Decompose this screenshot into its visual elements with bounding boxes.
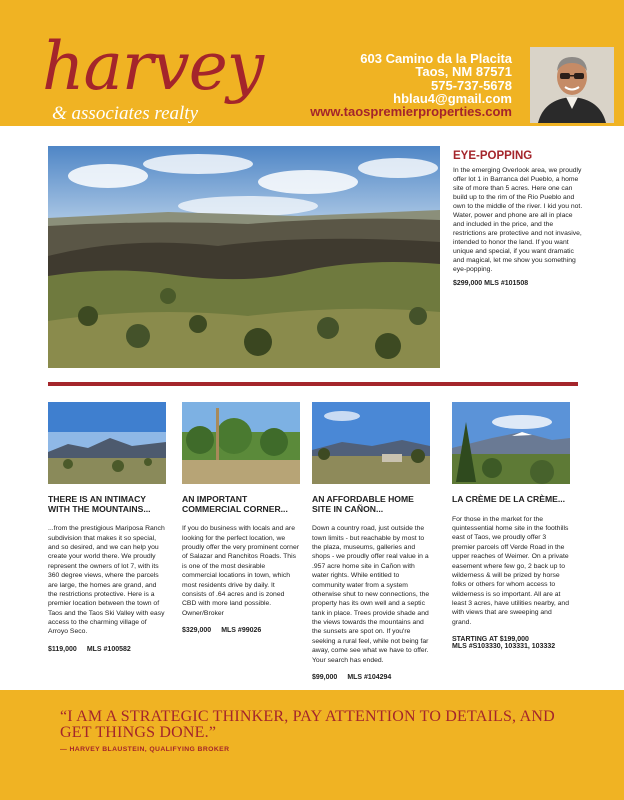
listing-mls: MLS #99026 xyxy=(221,627,262,634)
header-banner xyxy=(0,0,624,126)
listing-body: Down a country road, just outside the town limits - but reachable by most to the plaza, museums, galleries and shops - we proudly offer real value in a .957 acre home site in Cañon with water rights. While entitled to community water from a system otherwise shut to new connections, the property has its own well and a septic tank in place. Trees provide shade and the views towards the mountains and the sunsets are spot on. If you're seeking a rural feel, while not being far away, come see what we have to offer. Your search has ended. xyxy=(312,525,430,664)
contact-website[interactable]: www.taospremierproperties.com xyxy=(310,104,512,119)
listing-card xyxy=(182,402,300,634)
featured-title: EYE-POPPING xyxy=(453,150,533,162)
featured-body: In the emerging Overlook area, we proudly offer lot 1 in Barranca del Pueblo, a home site of more than 5 acres. Here one can build up to the rim of the Rio Pueblo and own to the middle of the river. I kid you not. Water, power and phone are all in place and included in the price, and the restrictions are protective and not invasive, intended to honor the land. If you want unique and special, if you want dramatic and magical, let me show you something eye-popping. xyxy=(453,167,583,274)
listing-price: $119,000 MLS #100582 xyxy=(48,645,131,653)
contact-street: 603 Camino da la Placita xyxy=(360,51,512,66)
broker-quote: “I AM A STRATEGIC THINKER, PAY ATTENTION TO DETAILS, AND GET THINGS DONE.” xyxy=(60,708,555,741)
listing-mls: MLS #104294 xyxy=(347,673,392,681)
listing-card xyxy=(48,402,166,653)
listing-price: STARTING AT $199,000 MLS #S103330, 103331, 103332 xyxy=(452,636,570,650)
listing-price: $99,000 MLS #104294 xyxy=(312,673,392,681)
quote-attribution: — HARVEY BLAUSTEIN, QUALIFYING BROKER xyxy=(60,746,230,753)
listing-card xyxy=(312,402,430,681)
listing-photo-corner xyxy=(182,402,300,484)
logo-wordmark: harvey xyxy=(42,28,264,105)
listing-price: $329,000 MLS #99026 xyxy=(182,627,262,634)
listing-title: THERE IS AN INTIMACY WITH THE MOUNTAINS... xyxy=(48,494,151,514)
agent-portrait xyxy=(530,47,614,123)
quote-banner xyxy=(0,690,624,800)
logo-tagline: & associates realty xyxy=(52,103,198,124)
listing-photo-canon xyxy=(312,402,430,484)
section-divider xyxy=(48,382,578,386)
contact-city: Taos, NM 87571 xyxy=(415,64,512,80)
listing-mls: MLS #S103330, 103331, 103332 xyxy=(452,643,556,651)
featured-listing xyxy=(453,150,583,287)
listing-card xyxy=(452,402,570,650)
featured-price: $299,000 MLS #101508 xyxy=(453,280,529,288)
listing-title: AN AFFORDABLE HOME SITE IN CAÑON... xyxy=(312,494,414,514)
listing-mls: MLS #100582 xyxy=(86,645,131,653)
listing-photo-mountains xyxy=(48,402,166,484)
listing-body: If you do business with locals and are looking for the perfect location, we proudly offer the very prominent corner of Salazar and Ranchitos Roads. This is one of the most desirable commercial locations in town, which most residents drive by daily. It consists of .64 acres and is zoned CBD with more land possible. Owner/Broker xyxy=(182,525,299,617)
contact-phone[interactable]: 575-737-5678 xyxy=(431,77,512,93)
listing-body: ...from the prestigious Mariposa Ranch subdivision that makes it so special, and so desired, and we can help you create your world there. We proudly represent the owners of lot 7, with its 360 degree views, where the parcels are large, the homes are grand, and the restrictions protective. Here is a premier location between the town of Taos and the Taos Ski Valley with easy access to the charming village of Arroyo Seco. xyxy=(48,525,165,636)
contact-block xyxy=(310,52,512,118)
listing-photo-foothills xyxy=(452,402,570,484)
listing-title: AN IMPORTANT COMMERCIAL CORNER... xyxy=(182,494,288,514)
contact-email[interactable]: hblau4@gmail.com xyxy=(393,90,512,106)
featured-photo-canyon xyxy=(48,146,440,368)
listing-title: LA CRÈME DE LA CRÈME... xyxy=(452,494,565,504)
listing-body: For those in the market for the quintessential home site in the foothills east of Taos, we proudly offer 3 premier parcels off Verde Road in the upper reaches of Weimer. On a private easement where few go, 2 back up to wilderness & will be prized by horse folks or others for whom access to wilderness is so important. All are at least 3 acres, have utilities nearby, and with views that are sweeping and grand. xyxy=(452,515,569,626)
